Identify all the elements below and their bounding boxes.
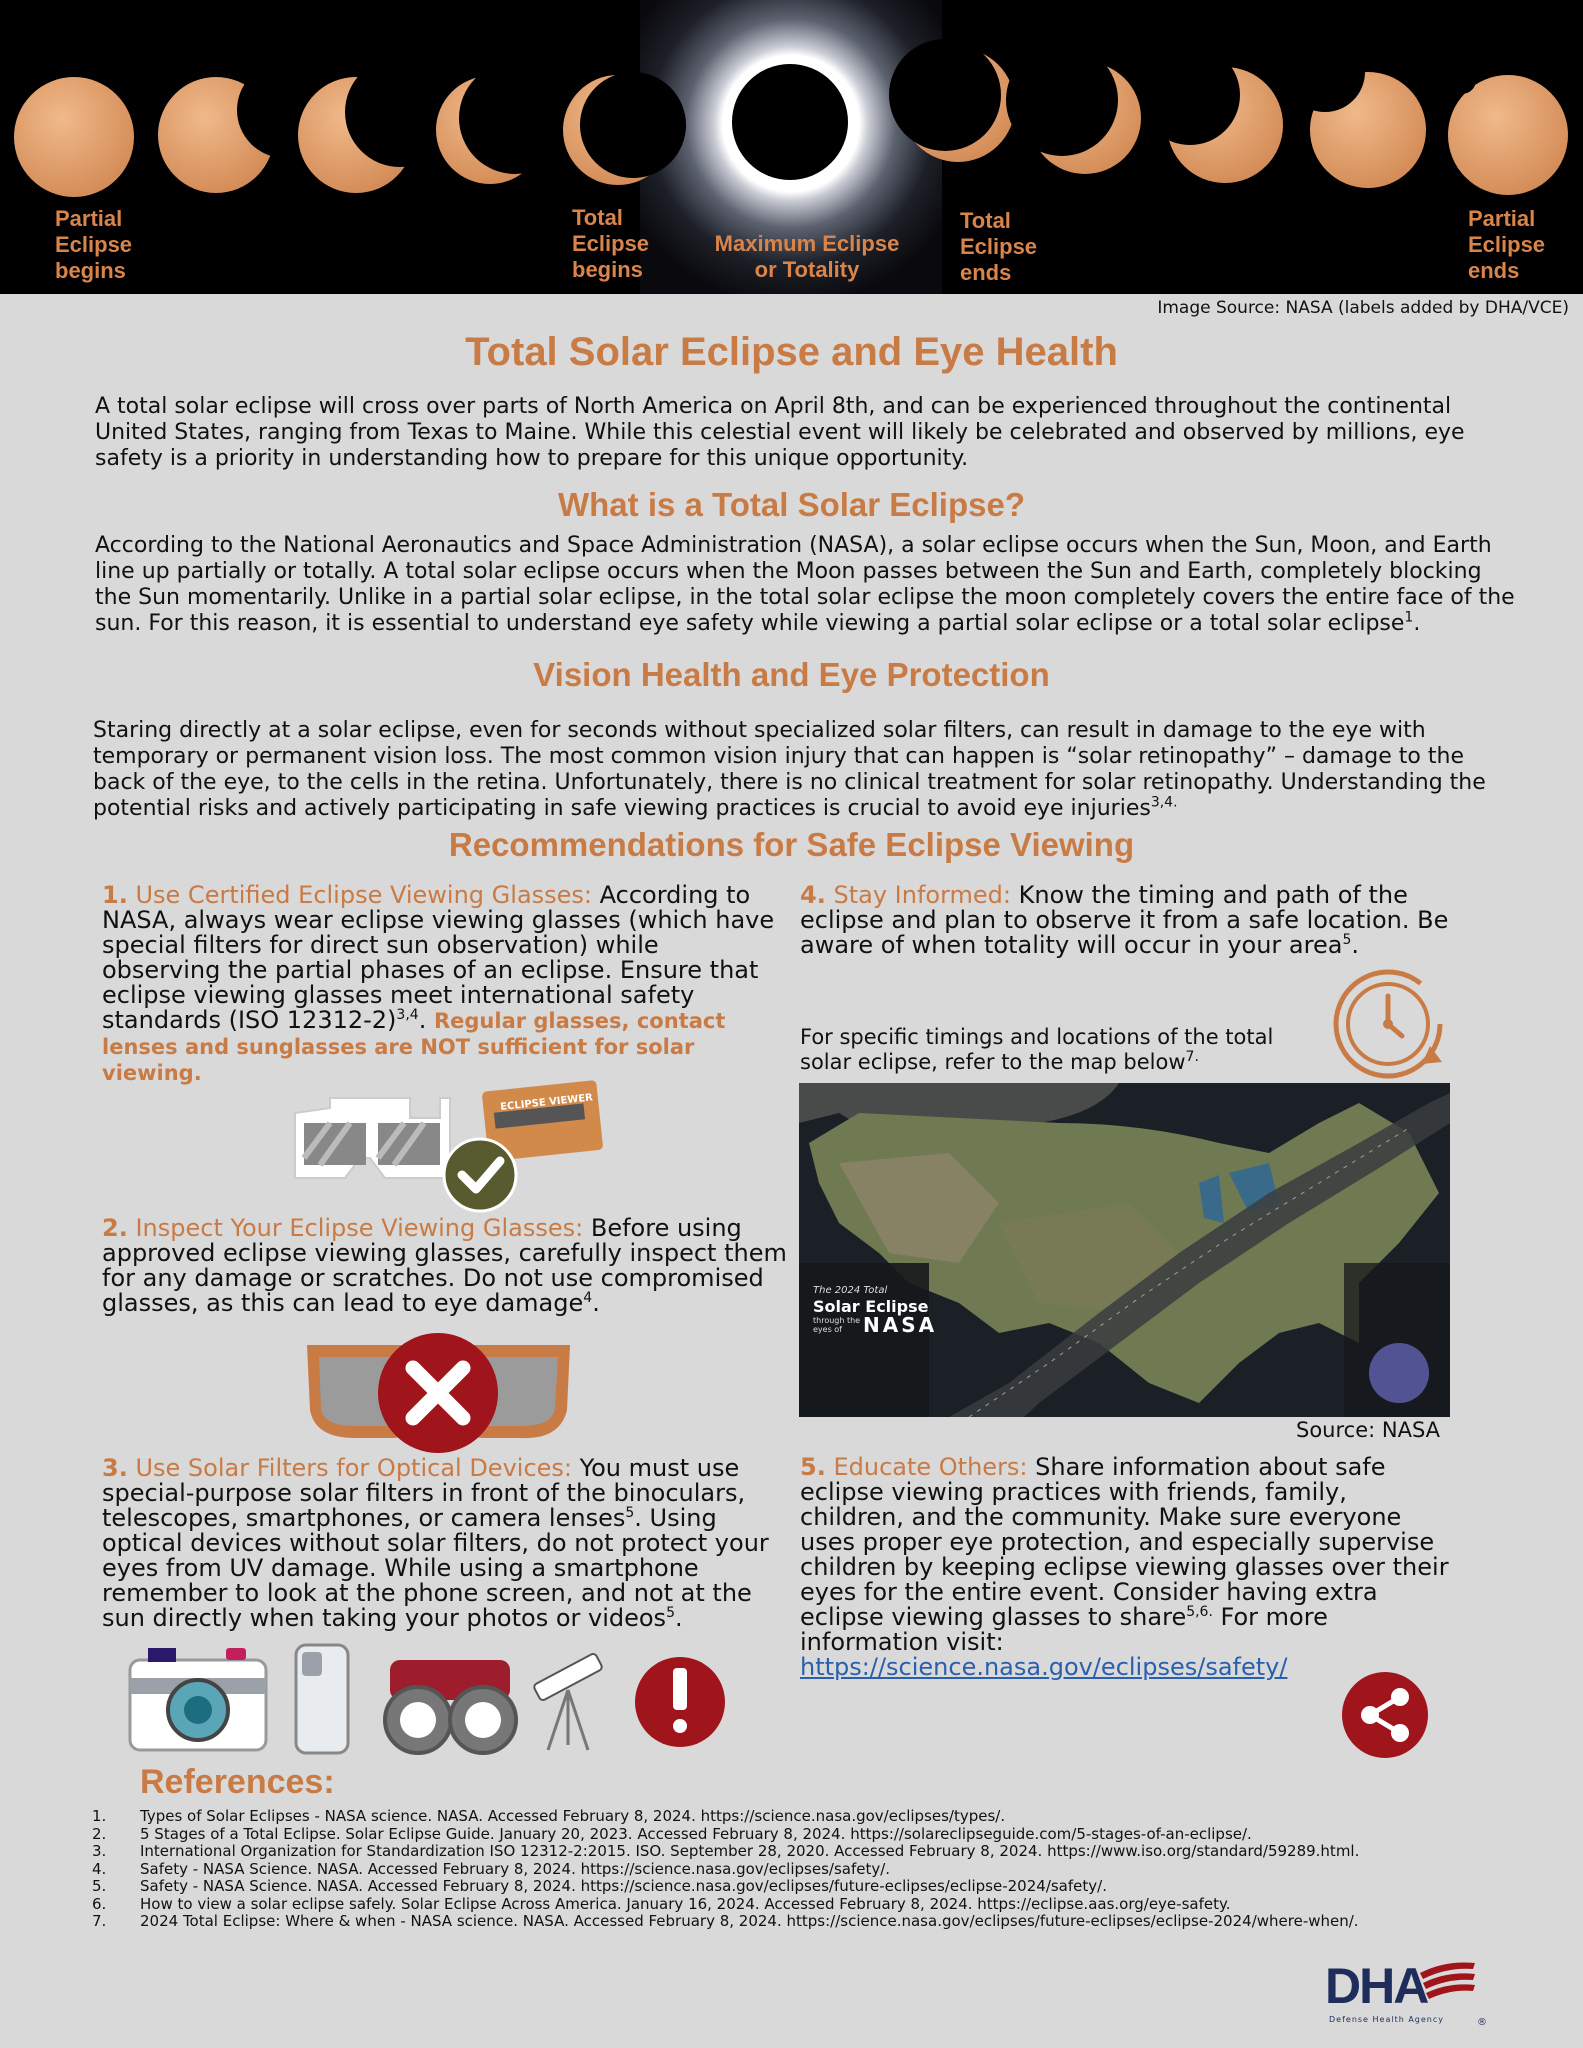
reference-item: 5. Safety - NASA Science. NASA. Accessed February 8, 2024. https://science.nasa.gov/eclipses/future-eclipses/eclipse-2024/safety/. [92, 1877, 1107, 1895]
sun-phase-11 [1448, 66, 1568, 195]
camera-icon [130, 1648, 266, 1750]
eclipse-path-map [799, 1083, 1450, 1417]
dha-logo-subtitle: Defense Health Agency [1329, 2015, 1445, 2024]
reference-item: 3. International Organization for Standardization ISO 12312-2:2015. ISO. September 28, 2020. Accessed February 8, 2024. https://www.iso.org/standard/59289.html. [92, 1842, 1360, 1860]
map-note: For specific timings and locations of the total solar eclipse, refer to the map below$^{7.}$ [800, 1025, 1274, 1074]
optical-devices-illustration [128, 1640, 738, 1760]
dha-logo-text: DHA [1325, 1958, 1428, 2014]
exclamation-icon [635, 1657, 725, 1747]
smartphone-icon [296, 1645, 348, 1753]
map-artwork [799, 1083, 1450, 1417]
eclipse-phases-banner [0, 0, 1583, 294]
map-nasa-title: NASA [863, 1313, 938, 1337]
clock-icon [1330, 966, 1448, 1084]
inspect-glasses-illustration [305, 1330, 575, 1455]
checkmark-icon [444, 1139, 516, 1211]
moon-totality-disk [732, 64, 848, 180]
eclipse-glasses-icon [295, 1098, 450, 1178]
what-is-paragraph: According to the National Aeronautics and Space Administration (NASA), a solar eclipse occurs when the Sun, Moon, and Earth line up partially or totally. A total solar eclipse occurs when the Moon passes between the Sun and Earth, completely blocking the Sun momentarily. Unlike in a partial solar eclipse, in the total solar eclipse the moon completely covers the entire face of the sun. For this reason, it is essential to understand eye safety while viewing a partial solar eclipse or a total solar eclipse$^1$. [95, 533, 1515, 636]
telescope-icon [533, 1653, 603, 1750]
reference-item: 2. 5 Stages of a Total Eclipse. Solar Eclipse Guide. January 20, 2023. Accessed February 8, 2024. https://solareclipseguide.com/5-stages-of-an-eclipse/. [92, 1824, 1252, 1843]
label-total-eclipse-ends: Total Eclipse ends [960, 208, 1038, 285]
recommendation-1: 1. Use Certified Eclipse Viewing Glasses: According to NASA, always wear eclipse viewing glasses (which have special filters for direct sun observation) while observing the partial phases of an eclipse. Ensure that eclipse viewing glasses meet international safety standards (ISO 12312-2)$^{3,4}$. Regular glasses, contact lenses and sunglasses are NOT sufficient for solar viewing. [102, 881, 775, 1085]
label-maximum-eclipse: Maximum Eclipse or Totality [714, 231, 900, 282]
map-title-big: Solar Eclipse [813, 1297, 929, 1316]
sun-phase-5 [563, 72, 686, 185]
sun-phase-3 [298, 57, 455, 193]
map-title-small: The 2024 Total [813, 1285, 888, 1296]
what-is-heading: What is a Total Solar Eclipse? [558, 486, 1025, 523]
registered-mark: ® [1477, 2017, 1487, 2028]
image-source-credit: Image Source: NASA (labels added by DHA/VCE) [1157, 298, 1569, 318]
share-icon [1340, 1670, 1430, 1760]
reference-item: 4. Safety - NASA Science. NASA. Accessed February 8, 2024. https://science.nasa.gov/eclipses/safety/. [92, 1859, 891, 1878]
recommendations-heading: Recommendations for Safe Eclipse Viewing [448, 826, 1135, 863]
reference-item: 6. How to view a solar eclipse safely. Solar Eclipse Across America. January 16, 2024. Accessed February 8, 2024. https://eclipse.aas.org/eye-safety. [92, 1894, 1231, 1913]
svg-text:ECLIPSE VIEWER: ECLIPSE VIEWER [499, 1092, 594, 1114]
warning-regular-glasses: Regular glasses, contact lenses and sunglasses are NOT sufficient for solar viewing. [102, 1009, 726, 1085]
label-partial-eclipse-ends: Partial Eclipse ends [1468, 206, 1546, 283]
sun-phase-1 [14, 56, 166, 197]
intro-paragraph: A total solar eclipse will cross over parts of North America on April 8th, and can be experienced throughout the continental United States, ranging from Texas to Maine. While this celestial event will likely be celebrated and observed by millions, eye safety is a priority in understanding how to prepare for this unique opportunity. [95, 394, 1465, 471]
label-partial-eclipse-begins: Partial Eclipse begins [55, 206, 133, 283]
recommendation-2: 2. Inspect Your Eclipse Viewing Glasses: Before using approved eclipse viewing glasses, carefully inspect them for any damage or scratches. Do not use compromised glasses, as this can lead to eye damage$^4$. [102, 1214, 787, 1317]
sun-phase-9 [1140, 45, 1283, 183]
recommendation-5: 5. Educate Others: Share information about safe eclipse viewing practices with friends, family, children, and the community. Make sure everyone uses proper eye protection, and especially supervise children by keeping eclipse viewing glasses over their eyes for the entire event. Consider having extra eclipse viewing glasses to share$^{5,6.}$ For more information visit: https://science.nasa.gov/eclipses/safety/ [800, 1453, 1449, 1681]
map-title-through: through the eyes of [813, 1316, 861, 1334]
eclipse-glasses-illustration [290, 1078, 610, 1213]
recommendation-3: 3. Use Solar Filters for Optical Devices: You must use special-purpose solar filters in front of the binoculars, telescopes, smartphones, or camera lenses$^5$. Using optical devices without solar filters, do not protect your eyes from UV damage. While using a smartphone remember to look at the phone screen, and not at the sun directly when taking your photos or videos$^5$. [102, 1454, 769, 1632]
reference-item: 1. Types of Solar Eclipses - NASA science. NASA. Accessed February 8, 2024. https://science.nasa.gov/eclipses/types/. [92, 1807, 1006, 1825]
vision-paragraph: Staring directly at a solar eclipse, even for seconds without specialized solar filters, can result in damage to the eye with temporary or permanent vision loss. The most common vision injury that can happen is “solar retinopathy” – damage to the back of the eye, to the cells in the retina. Unfortunately, there is no clinical treatment for solar retinopathy. Understanding the potential risks and actively participating in safe viewing practices is crucial to avoid eye injuries$^{3,4.}$ [93, 718, 1486, 821]
nasa-safety-link[interactable]: https://science.nasa.gov/eclipses/safety/ [800, 1653, 1288, 1681]
references-list [92, 1808, 1562, 1931]
recommendation-4: 4. Stay Informed: Know the timing and path of the eclipse and plan to observe it from a safe location. Be aware of when totality will occur in your area$^5$. [800, 881, 1449, 959]
references-heading: References: [140, 1763, 335, 1801]
dha-logo [1325, 1955, 1495, 2030]
vision-heading: Vision Health and Eye Protection [533, 656, 1050, 693]
binoculars-icon [385, 1660, 516, 1753]
label-total-eclipse-begins: Total Eclipse begins [572, 205, 650, 282]
reference-item: 7. 2024 Total Eclipse: Where & when - NASA science. NASA. Accessed February 8, 2024. https://science.nasa.gov/eclipses/future-eclipses/eclipse-2024/where-when/. [92, 1912, 1359, 1930]
x-mark-icon [378, 1333, 498, 1453]
sun-phase-4 [436, 62, 571, 184]
sun-phase-10 [1285, 32, 1426, 188]
sun-phase-7 [889, 39, 1015, 162]
sun-phase-8 [1006, 44, 1141, 174]
map-source-credit: Source: NASA [1296, 1418, 1441, 1442]
page-title: Total Solar Eclipse and Eye Health [465, 330, 1118, 374]
